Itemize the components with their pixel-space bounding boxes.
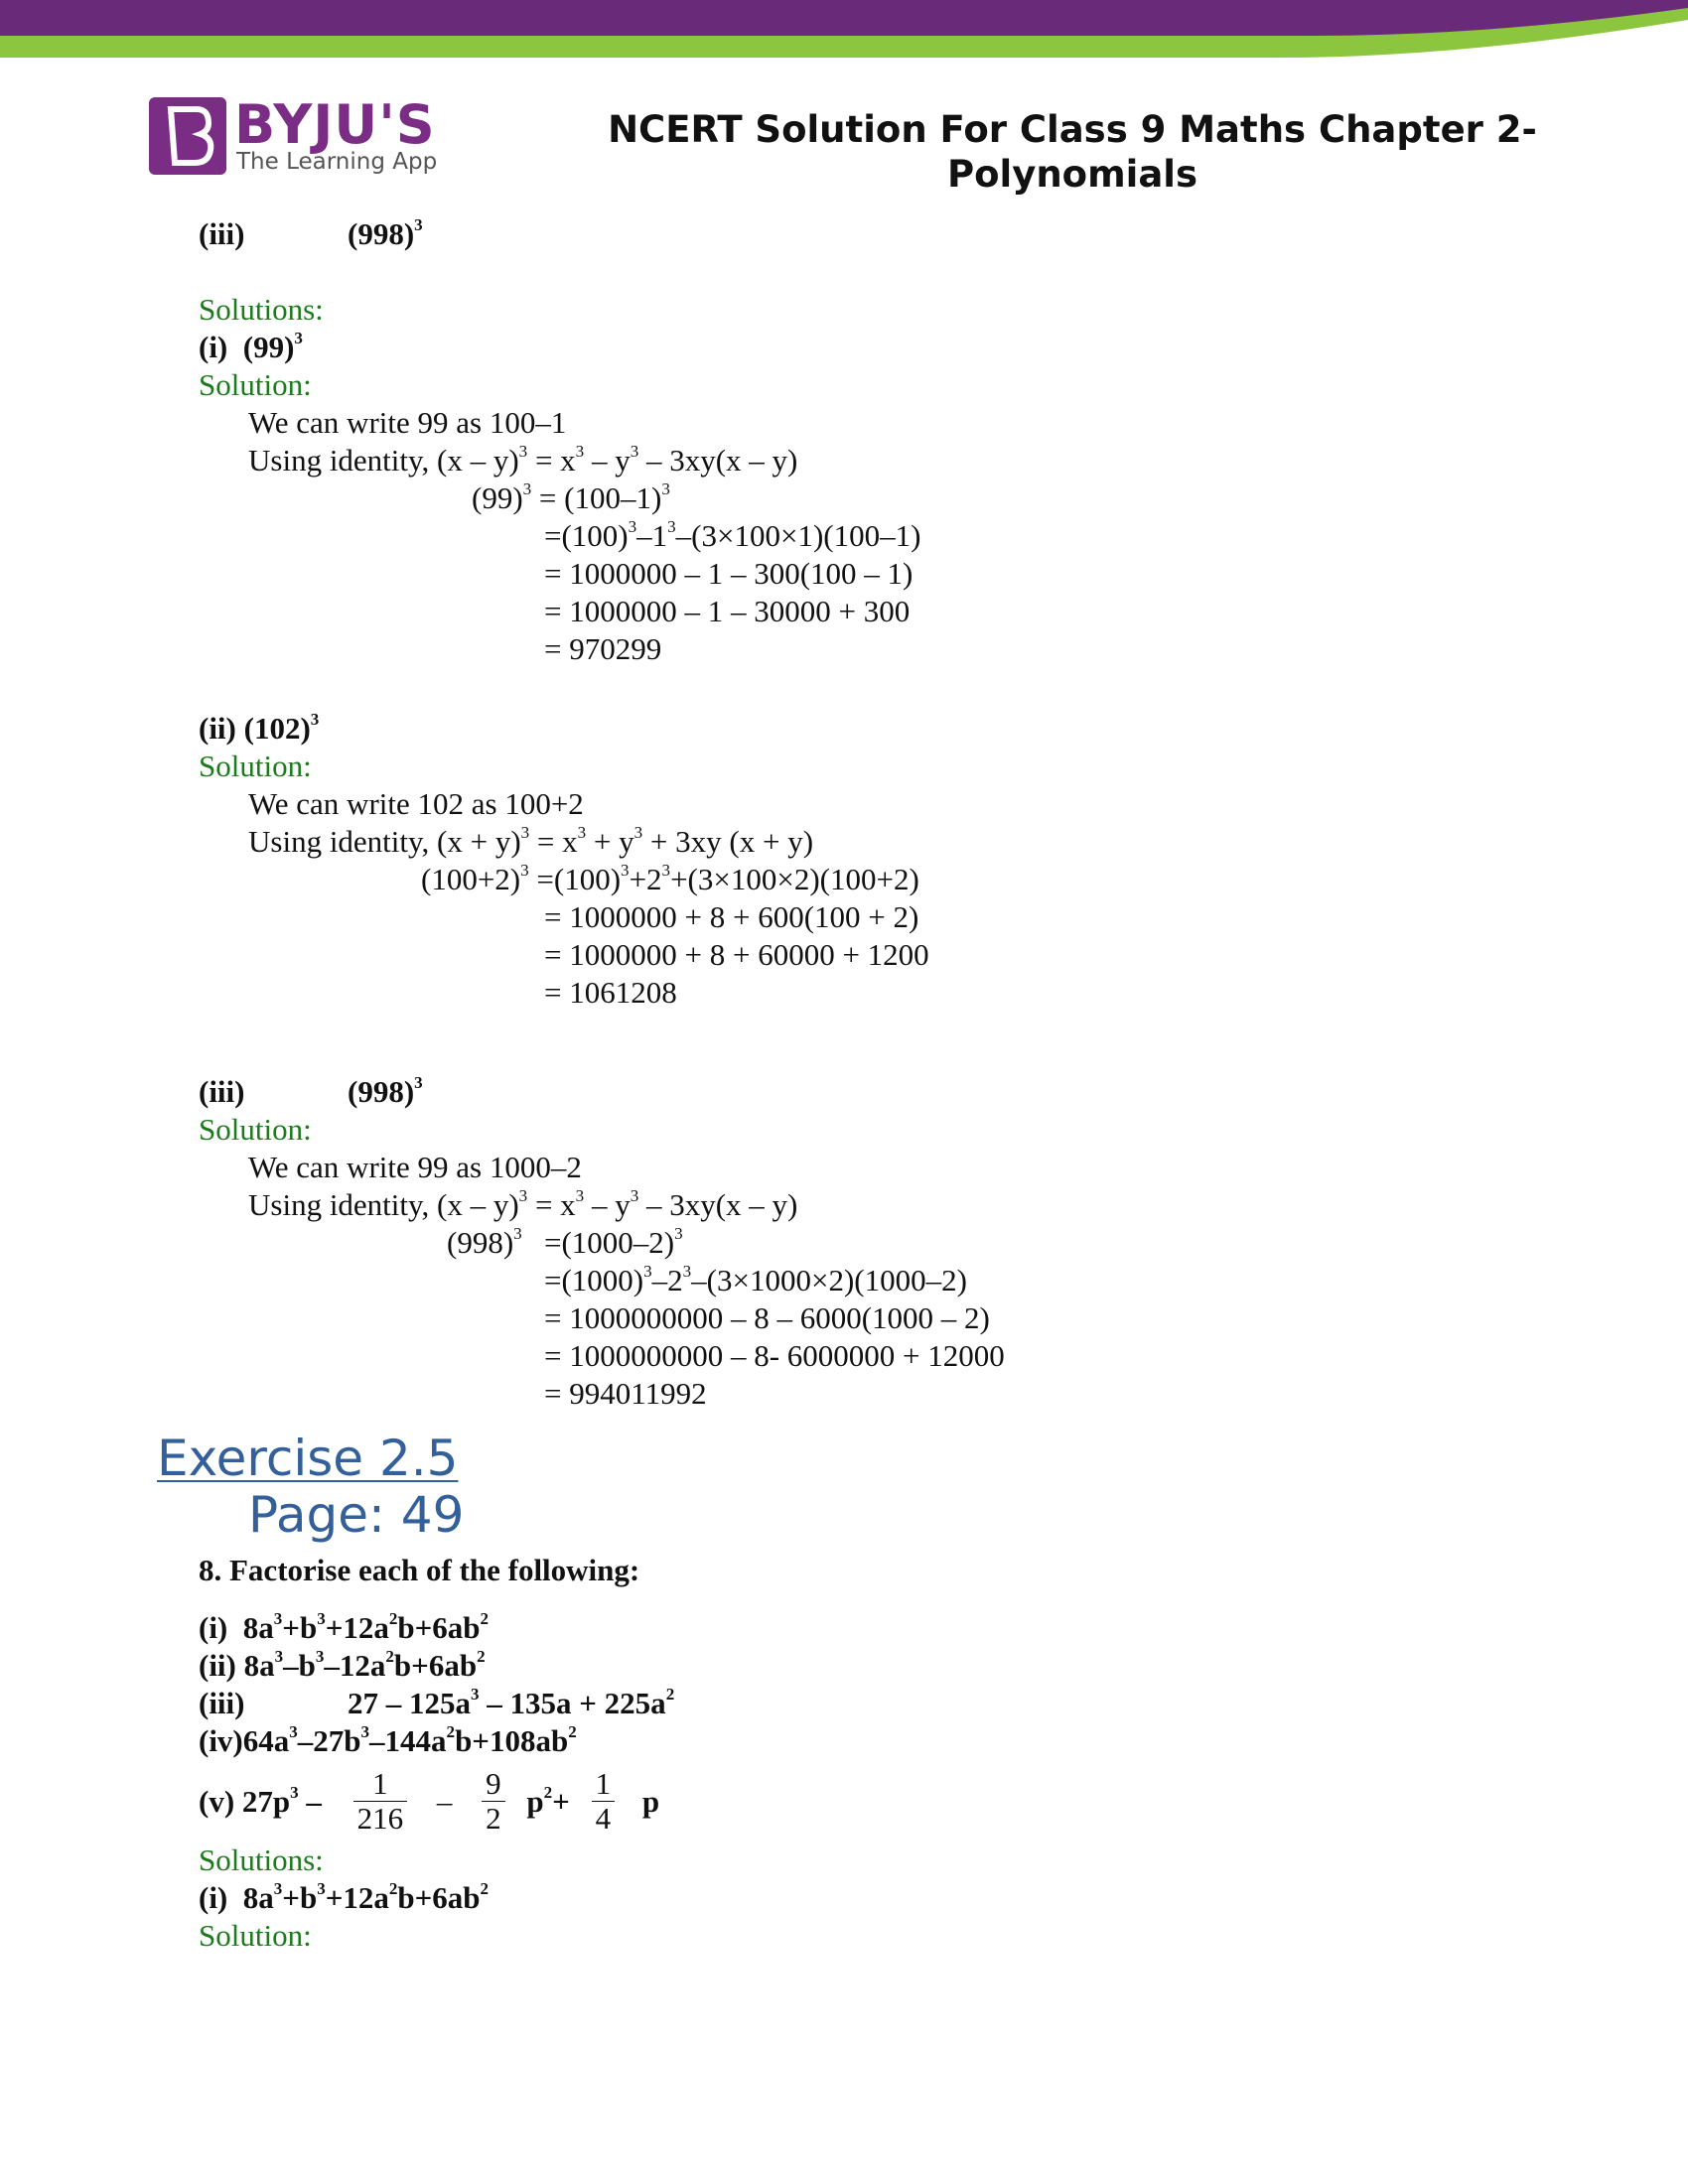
page-number-heading: Page: 49 (248, 1486, 465, 1544)
fraction: $\frac{1}{216}$ (353, 1767, 408, 1836)
solution-label: Solution: (199, 367, 312, 402)
question-part: (ii) $8a^3-b^3-12a^2b+6ab^2$ (199, 1647, 486, 1683)
solution-label: Solution: (199, 749, 312, 783)
fraction: $\frac{1}{4}$ (592, 1767, 616, 1836)
step-line: $(998)^3$ (447, 1224, 522, 1260)
step-line: We can write 99 as 1000–2 (248, 1150, 582, 1184)
part-iii-label: (iii) (199, 216, 245, 251)
step-line: = 1000000000 – 8- 6000000 + 12000 (544, 1338, 1005, 1373)
identity-line: Using identity, $(x + y)^3 = x^3 + y^3 + 3xy$ (x + y) (248, 823, 814, 859)
solutions-heading: Solutions: (199, 292, 324, 327)
part-iii-expression: $(998)^3$ (348, 215, 423, 251)
question-part: $(iv)64a^3-27b^3-144a^2b+108ab^2$ (199, 1722, 577, 1758)
step-line: = 1000000 – 1 – 30000 + 300 (544, 594, 911, 628)
step-line: = 1000000 + 8 + 60000 + 1200 (544, 937, 929, 972)
result-line: = 1061208 (544, 975, 677, 1010)
page-title: NCERT Solution For Class 9 Maths Chapter 2- Polynomials (608, 108, 1537, 196)
part-iii-label: (iii) (199, 1074, 245, 1109)
identity-line: Using identity, $(x - y)^3 = x^3 - y^3 - 3xy(x - y)$ (248, 1186, 798, 1222)
subpart-heading: (ii) $(102)^3$ (199, 710, 320, 746)
question-part: $27 - 125a^3 - 135a + 225a^2$ (348, 1685, 675, 1720)
solution-label: Solution: (199, 1918, 312, 1953)
step-line: = 1000000 + 8 + 600(100 + 2) (544, 899, 919, 934)
brand-tagline: The Learning App (236, 149, 438, 175)
step-line: $=(1000-2)^3$ (544, 1224, 683, 1260)
solution-label: Solution: (199, 1112, 312, 1147)
question-part: (i) $8a^3+b^3+12a^2b+6ab^2$ (199, 1609, 490, 1645)
step-line: We can write 102 as 100+2 (248, 786, 584, 821)
step-line: $=(100)^3-1^3-(3\times 100\times 1)(100-1)$ (544, 517, 921, 553)
step-line: We can write 99 as 100–1 (248, 405, 567, 440)
part-iii-expression: $(998)^3$ (348, 1073, 423, 1109)
solutions-heading: Solutions: (199, 1843, 324, 1877)
result-line: = 970299 (544, 631, 662, 666)
subpart-heading: (i) $8a^3+b^3+12a^2b+6ab^2$ (199, 1879, 490, 1915)
step-line: = 1000000 – 1 – 300(100 – 1) (544, 556, 914, 591)
question-part-v: (v) $27p^3$ – $\frac{1}{216}$ – $\frac{9}{2}$ $p^2+$ $\frac{1}{4}$ p (199, 1766, 660, 1837)
identity-line: Using identity, $(x - y)^3 = x^3 - y^3 - 3xy(x - y)$ (248, 442, 798, 478)
result-line: = 994011992 (544, 1376, 707, 1411)
step-line: $=(1000)^3-2^3-(3\times 1000\times 2)(1000-2)$ (544, 1262, 967, 1297)
fraction: $\frac{9}{2}$ (482, 1767, 505, 1836)
brand-name: BYJU'S (234, 93, 436, 156)
exercise-heading[interactable]: Exercise 2.5 (157, 1430, 459, 1487)
subpart-heading: (i) $(99)^3$ (199, 329, 303, 364)
question-part-label: (iii) (199, 1686, 245, 1720)
header-banner (0, 0, 1688, 64)
step-line: = 1000000000 – 8 – 6000(1000 – 2) (544, 1300, 990, 1335)
question-text: 8. Factorise each of the following: (199, 1553, 640, 1587)
logo-badge-icon (149, 97, 226, 175)
step-line: $(99)^3 = (100-1)^3$ (472, 479, 670, 515)
step-line: $(100+2)^3 =(100)^3+2^3+(3\times 100\times 2)(100+2)$ (421, 861, 919, 896)
